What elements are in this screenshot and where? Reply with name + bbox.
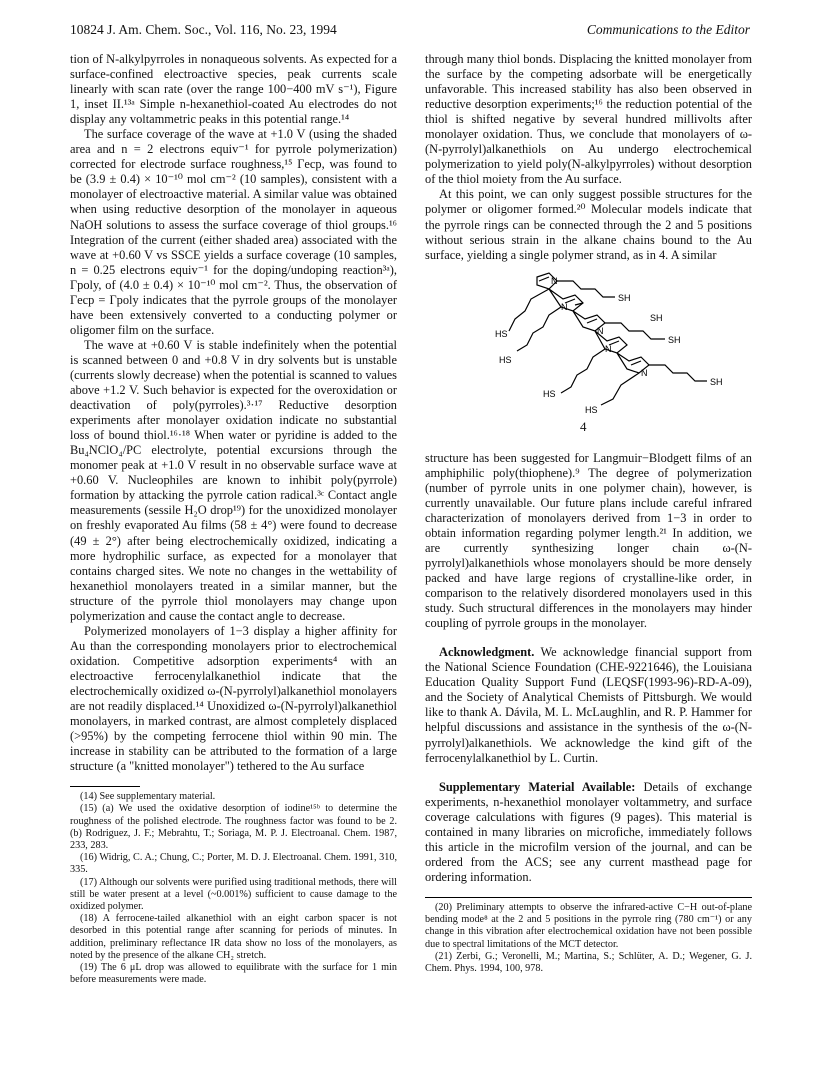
atom-label-n: N (605, 343, 612, 354)
atom-label-n: N (597, 325, 604, 336)
acknowledgment-heading: Acknowledgment. (439, 645, 535, 660)
paragraph: The wave at +0.60 V is stable indefinitely when the potential is scanned between 0 and +0.8 V in dry solvents but is unstable (currents slowly decrease) when the potential is scanned to values above +1.2 V. Such behavior is expected for the overoxidation or deactivation of poly(pyrroles).³·¹⁷ Reductive desorption experiments after monolayer oxidation indicate no substantial loss of bound thiol.¹⁶·¹⁸ When water or pyridine is added to the Bu₄NClO₄/PC electrolyte, potential excursions through the monomer peak at +1.0 V result in no observable surface wave at +0.60 V. Nucleophiles are known to inhibit poly(pyrrole) formation by attacking the pyrrole cation radical.³ᶜ Contact angle measurements (sessile H₂O drop¹⁹) for the unoxidized monolayer on freshly evaporated Au films (58 ± 4°) were found to decrease (49 ± 2°) after being electrochemically oxidized, indicating a more hydrophilic surface, as expected for a monolayer that contains charged sites. We note no changes in the wettability of hexanethiol monolayers treated in a similar manner, but the structure of the pyrrole thiol monolayers may change upon polymerization and cause the contact angle to decrease. (70, 337, 397, 623)
double-bond (587, 319, 597, 323)
footnote-divider (70, 786, 140, 787)
atom-label-hs: HS (495, 328, 508, 339)
footnote: (16) Widrig, C. A.; Chung, C.; Porter, M. D. J. Electroanal. Chem. 1991, 310, 335. (70, 852, 397, 876)
left-column (70, 52, 397, 987)
footnote-divider (425, 897, 752, 898)
footnotes (70, 791, 397, 986)
supplementary-text: Details of exchange experiments, n-hexanethiol monolayer voltammetry, and surface coverage calculations with figures (9 pages). This material is contained in many libraries on microfiche, immediately follows this article in the microfilm version of the journal, and can be ordered from the ACS; see any current masthead page for ordering information. (425, 779, 752, 884)
atom-label-sh: SH (618, 292, 631, 303)
alkyl-chain (601, 373, 639, 405)
double-bond (539, 277, 549, 281)
atom-label-n: N (561, 301, 568, 312)
footnote: (15) (a) We used the oxidative desorption of iodine¹⁵ᵇ to determine the roughness of the polished electrode. The roughness factor was found to be 2. (b) Rodriguez, J. F.; Mebrahtu, T.; Soriaga, M. P. J. Electroanal. Chem. 1987, 233, 283. (70, 803, 397, 852)
footnote: (14) See supplementary material. (80, 791, 216, 803)
paragraph: The surface coverage of the wave at +1.0 V (using the shaded area and n = 2 electrons equiv⁻¹ for pyrrole polymerization) corrected for electrode surface roughness,¹⁵ Γecp, was found to be (3.9 ± 0.4) × 10⁻¹⁰ mol cm⁻² (10 samples), consistent with a monolayer of electroactive material. A similar value was obtained when using reductive desorption of the monolayer in aqueous NaOH solutions to assess the surface coverage of thiol groups.¹⁶ Integration of the current (either shaded area) associated with the wave at +0.60 V vs SSCE yields a surface coverage (10 samples, n = 0.25 electrons equiv⁻¹ for the doping/undoping reaction³ᵃ), Γpoly, of (4.0 ± 0.4) × 10⁻¹⁰ mol cm⁻². Thus, the observation of Γecp = Γpoly indicates that the pyrrole groups of the monolayer have been extensively converted to a conducting polymer or oligomer film on the surface. (70, 127, 397, 337)
paragraph: At this point, we can only suggest possible structures for the polymer or oligomer formed.²⁰ Molecular models indicate that the pyrrole rings can be connected through the 2 and 5 positions without serious strain in the alkane chains bound to the Au surface, yielding a single polymer strand, as in 4. A similar (425, 187, 752, 262)
alkyl-chain (561, 349, 605, 393)
atom-label-sh: SH (710, 376, 723, 387)
acknowledgment-text: We acknowledge financial support from the National Science Foundation (CHE-9221646), the Louisiana Education Quality Support Fund (LEQSF(1993-96)-RD-A-09), and the Society of Analytical Chemists of Pittsburgh. We would like to thank A. Dávila, M. L. McLaughlin, and R. P. Hammer for helpful discussions and assistance in the synthesis of the ω-(N-pyrrolyl)alkanethiols. We acknowledge the kind gift of the ferrocenylalkanethiol by L. Curtin. (425, 645, 752, 765)
supplementary-heading: Supplementary Material Available: (439, 779, 636, 794)
footnote: (18) A ferrocene-tailed alkanethiol with an eight carbon spacer is not desorbed in this potential range after scanning for periods of minutes. In addition, preliminary reflectance IR data show no loss of the monolayers, as noted by the presence of the alkane CH₂ stretch. (70, 913, 397, 961)
acknowledgment (425, 645, 752, 765)
alkyl-chain (649, 365, 707, 381)
footnote: (21) Zerbi, G.; Veronelli, M.; Martina, S.; Schlüter, A. D.; Wegener, G. J. Chem. Phys. 1994, 100, 978. (425, 950, 752, 974)
polymer-structure-drawing (425, 269, 752, 419)
alkyl-chain (517, 307, 561, 351)
atom-label-hs: HS (499, 354, 512, 365)
atom-label-n: N (641, 367, 648, 378)
atom-label-n: N (551, 275, 558, 286)
structure-figure-4 (425, 269, 752, 443)
atom-label-hs: HS (543, 388, 556, 399)
journal-citation: 10824 J. Am. Chem. Soc., Vol. 116, No. 23, 1994 (70, 22, 337, 37)
footnote: (20) Preliminary attempts to observe the infrared-active C−H out-of-plane bending mode⁸ at the 2 and 5 positions in the pyrrole ring (780 cm⁻¹) or any change in this vibration after electrochemical oxidation have not been possible due to spectral limitations of the MCT detector. (425, 901, 752, 950)
atom-label-hs: HS (585, 404, 598, 415)
double-bond (631, 361, 641, 365)
page-header (70, 22, 750, 42)
footnote: (17) Although our solvents were purified using traditional methods, there will still be water present at a level (~0.001%) sufficient to cause damage to the oxidized polymer. (70, 876, 397, 913)
alkyl-chain (509, 289, 549, 331)
compound-number: 4 (580, 418, 587, 434)
paragraph: tion of N-alkylpyrroles in nonaqueous solvents. As expected for a surface-confined electroactive species, peak currents scale linearly with scan rate (over the range 100−400 mV s⁻¹), Figure 1, inset II.¹³ᵃ Simple n-hexanethiol-coated Au electrodes do not display any voltammetric peaks in this potential range.¹⁴ (70, 52, 397, 127)
atom-label-sh: SH (650, 312, 663, 323)
alkyl-chain (605, 323, 665, 339)
section-title: Communications to the Editor (586, 22, 750, 37)
supplementary-material (425, 780, 752, 885)
right-column (425, 52, 752, 975)
footnote: (19) The 6 μL drop was allowed to equilibrate with the surface for 1 min before measurements were made. (70, 962, 397, 986)
footnotes (425, 902, 752, 975)
paragraph: Polymerized monolayers of 1−3 display a higher affinity for Au than the corresponding monolayers prior to electrochemical oxidation. Competitive adsorption experiments⁴ with an electroactive ferrocenylalkanethiol indicate that the electrochemically oxidized ω-(N-pyrrolyl)alkanethiol monolayers are not readily displaced.¹⁴ Unoxidized ω-(N-pyrrolyl)alkanethiol monolayers, in marked contrast, are almost completely displaced (>95%) by the competing ferrocene thiol within 90 min. The increase in stability can be attributed to the formation of a large structure (a "knitted monolayer") tethered to the Au surface (70, 623, 397, 774)
atom-label-sh: SH (668, 334, 681, 345)
alkyl-chain (557, 281, 615, 297)
paragraph: through many thiol bonds. Displacing the knitted monolayer from the surface by the competing adsorbate will be energetically unfavorable. This increased stability has also been observed in reductive desorption experiments;¹⁶ the reduction potential of the thiol is shifted negative by several hundred millivolts after monolayer oxidation. Thus, we conclude that monolayers of ω-(N-pyrrolyl)alkanethiols on Au undergo electrochemical polymerization to yield poly(N-alkylpyrroles) without desorption of the thiol moiety from the Au surface. (425, 52, 752, 187)
paragraph: structure has been suggested for Langmuir−Blodgett films of an amphiphilic poly(thiophene).⁹ The degree of polymerization (number of pyrrole units in one polymer chain), however, is currently unavailable. Our future plans include careful infrared characterization of monolayers derived from 1−3 in order to obtain information regarding polymer length.²¹ In addition, we are currently synthesizing longer chain ω-(N-pyrrolyl)alkanethiols whose monolayers should be more densely packed and have large regions of crystalline-like order, in comparison to the relatively disordered monolayers used in this study. Such structural differences in the monolayers may hinder coupling of pyrrole groups in the monolayer. (425, 450, 752, 631)
